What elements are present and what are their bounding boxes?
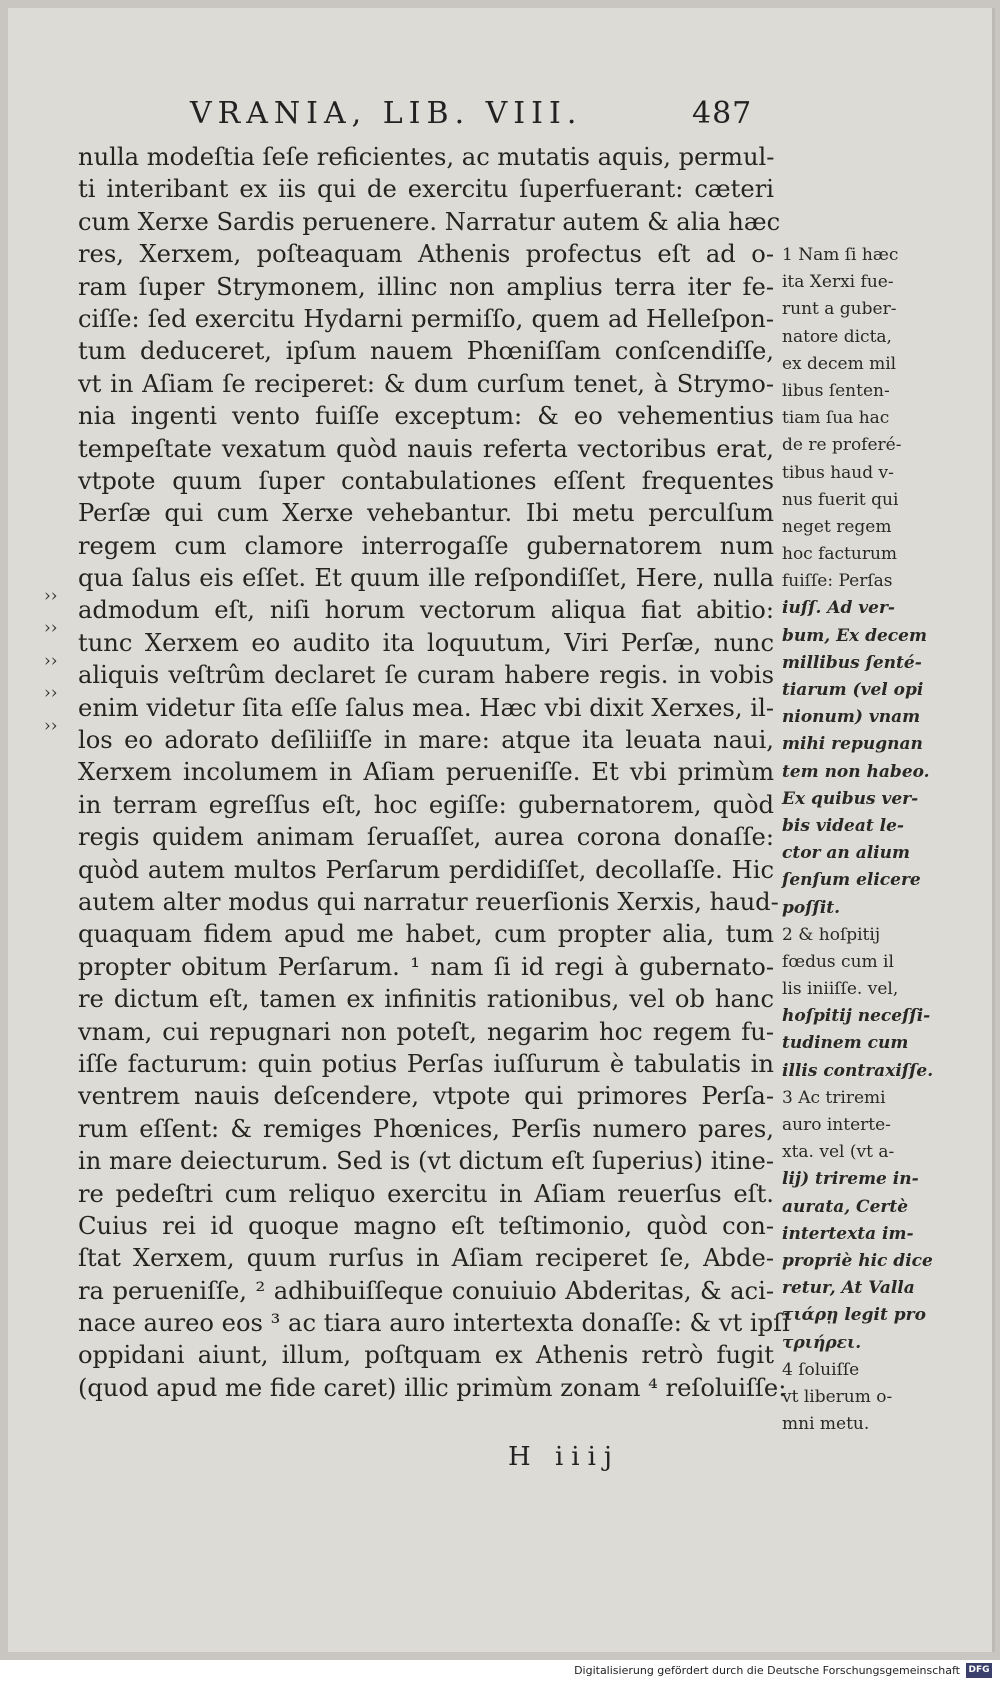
text-line: iſſe facturum: quin potius Perſas iuſſurum è tabulatis in bbox=[78, 1049, 774, 1078]
main-text-block bbox=[78, 141, 790, 1404]
text-line: los eo adorato deſiliiſſe in mare: atque ita leuata naui, bbox=[78, 726, 774, 755]
text-line: Perſæ qui cum Xerxe vehebantur. Ibi metu perculſum bbox=[78, 499, 774, 528]
margin-note-line: natore dicta, bbox=[782, 326, 892, 347]
margin-note-line: mni metu. bbox=[782, 1414, 870, 1435]
margin-note-line: hoſpitij neceſſi- bbox=[782, 1006, 931, 1027]
text-line: ciſſe: ſed exercitu Hydarni permiſſo, quem ad Helleſpon- bbox=[78, 304, 774, 333]
text-line: res, Xerxem, poſteaquam Athenis profectus eſt ad o- bbox=[78, 240, 774, 269]
text-line: tempeſtate vexatum quòd nauis referta vectoribus erat, bbox=[78, 434, 774, 463]
text-line: qua ſalus eis eſſet. Et quum ille reſpondiſſet, Here, nulla bbox=[78, 564, 774, 593]
margin-notes-column bbox=[782, 242, 942, 1438]
text-line: tunc Xerxem eo audito ita loquutum, Viri Perſæ, nunc bbox=[78, 628, 774, 657]
quote-mark: ›› bbox=[44, 618, 58, 639]
text-line: in terram egreſſus eſt, hoc egiſſe: gubernatorem, quòd bbox=[78, 790, 774, 819]
margin-note-line: iuſſ. Ad ver- bbox=[782, 598, 895, 619]
text-line: oppidani aiunt, illum, poſtquam ex Athenis retrò fugit bbox=[78, 1341, 774, 1370]
margin-note-line: intertexta im- bbox=[782, 1223, 914, 1244]
margin-note-line: 2 & hoſpitij bbox=[782, 924, 881, 945]
text-line: in mare deiecturum. Sed is (vt dictum eſt ſuperius) itine- bbox=[78, 1147, 774, 1176]
text-line: (quod apud me fide caret) illic primùm zonam ⁴ reſoluiſſe: bbox=[78, 1373, 787, 1402]
margin-note-line: retur, At Valla bbox=[782, 1278, 915, 1299]
quote-mark: ›› bbox=[44, 586, 58, 606]
text-line: ſtat Xerxem, quum rurſus in Aſiam reciperet ſe, Abde- bbox=[78, 1244, 774, 1273]
text-line: ra perueniſſe, ² adhibuiſſeque conuiuio Abderitas, & aci- bbox=[78, 1276, 774, 1305]
margin-note-line: bis videat le- bbox=[782, 815, 904, 836]
text-line: cum Xerxe Sardis peruenere. Narratur autem & alia hæc bbox=[78, 207, 781, 236]
text-line: aliquis veſtrûm declaret ſe curam habere regis. in vobis bbox=[78, 661, 774, 690]
margin-note-line: de re proferé- bbox=[782, 435, 902, 456]
text-line: regis quidem animam ſeruaſſet, aurea corona donaſſe: bbox=[78, 823, 774, 852]
margin-note-line: vt liberum o- bbox=[782, 1386, 893, 1407]
text-line: nace aureo eos ³ ac tiara auro intertexta donaſſe: & vt ipſi bbox=[78, 1309, 790, 1338]
margin-note-line: τιάρῃ legit pro bbox=[782, 1305, 926, 1326]
margin-note-line: hoc facturum bbox=[782, 544, 898, 565]
margin-note-line: lis iniiſſe. vel, bbox=[782, 979, 899, 1000]
text-line: autem alter modus qui narratur reuerſionis Xerxis, haud- bbox=[78, 887, 779, 916]
margin-note-line: τριήρει. bbox=[782, 1332, 862, 1353]
margin-note-line: mihi repugnan bbox=[782, 734, 923, 755]
margin-note-line: tiarum (vel opi bbox=[782, 680, 924, 700]
text-line: vtpote quum ſuper contabulationes eſſent frequentes bbox=[78, 466, 774, 495]
margin-note bbox=[782, 1085, 942, 1357]
margin-note-line: propriè hic dice bbox=[782, 1250, 933, 1271]
margin-note-line: nionum) vnam bbox=[782, 707, 921, 728]
running-title: VRANIA, LIB. VIII. bbox=[190, 96, 583, 131]
text-line: nulla modeſtia ſeſe reficientes, ac mutatis aquis, permul- bbox=[78, 143, 775, 171]
margin-note-line: 4 ſoluiſſe bbox=[782, 1359, 860, 1380]
margin-note-line: xta. vel (vt a- bbox=[782, 1142, 895, 1163]
text-line: enim videtur ſita eſſe ſalus mea. Hæc vbi dixit Xerxes, il- bbox=[78, 693, 774, 722]
signature-mark: H iiij bbox=[508, 1442, 620, 1472]
margin-note-line: millibus ſenté- bbox=[782, 652, 922, 673]
margin-note-line: ex decem mil bbox=[782, 353, 897, 374]
text-line: re dictum eſt, tamen ex infinitis rationibus, vel ob hanc bbox=[78, 985, 774, 1014]
text-line: nia ingenti vento fuiſſe exceptum: & eo vehementius bbox=[78, 402, 774, 431]
margin-note-line: bum, Ex decem bbox=[782, 625, 927, 646]
margin-note-line: illis contraxiſſe. bbox=[782, 1060, 934, 1081]
quote-marks-column bbox=[44, 580, 58, 742]
margin-note-line: ctor an alium bbox=[782, 843, 910, 864]
margin-note-line: ſenſum elicere bbox=[782, 870, 921, 891]
text-line: ti interibant ex iis qui de exercitu ſuperfuerant: cæteri bbox=[78, 175, 774, 204]
margin-note-line: fœdus cum il bbox=[782, 951, 894, 972]
quote-mark: ›› bbox=[44, 715, 58, 736]
dfg-logo: DFG bbox=[966, 1663, 992, 1678]
text-line: Xerxem incolumem in Aſiam perueniſſe. Et vbi primùm bbox=[78, 758, 774, 787]
margin-note bbox=[782, 242, 942, 922]
margin-note-line: lij) trireme in- bbox=[782, 1169, 919, 1190]
text-line: vt in Aſiam ſe reciperet: & dum curſum tenet, à Strymo- bbox=[78, 369, 774, 398]
margin-note-line: tiam ſua hac bbox=[782, 408, 890, 429]
margin-note-line: ita Xerxi fue- bbox=[782, 272, 894, 293]
margin-note-line: tem non habeo. bbox=[782, 761, 930, 782]
footer-credit: Digitalisierung gefördert durch die Deutsche Forschungsgemeinschaft bbox=[574, 1664, 960, 1677]
text-line: tum deduceret, ipſum nauem Phœniſſam conſcendiſſe, bbox=[78, 337, 774, 366]
text-line: propter obitum Perſarum. ¹ nam ſi id regi à gubernato- bbox=[78, 952, 774, 981]
margin-note bbox=[782, 1357, 942, 1439]
margin-note-line: nus fuerit qui bbox=[782, 489, 899, 510]
margin-note-line: 1 Nam ſi hæc bbox=[782, 245, 899, 265]
text-line: admodum eſt, niſi horum vectorum aliqua fiat abitio: bbox=[78, 596, 774, 625]
margin-note-line: Ex quibus ver- bbox=[782, 788, 919, 809]
page-number: 487 bbox=[692, 96, 753, 131]
text-line: rum eſſent: & remiges Phœnices, Perſis numero pares, bbox=[78, 1114, 774, 1143]
margin-note-line: poſſit. bbox=[782, 897, 841, 918]
text-line: quaquam fidem apud me habet, cum propter alia, tum bbox=[78, 920, 774, 949]
quote-mark: ›› bbox=[44, 683, 58, 704]
margin-note-line: aurata, Certè bbox=[782, 1196, 909, 1217]
text-line: ram ſuper Strymonem, illinc non amplius terra iter fe- bbox=[78, 272, 774, 301]
text-line: re pedeſtri cum reliquo exercitu in Aſiam reuerſus eſt. bbox=[78, 1179, 774, 1208]
text-line: quòd autem multos Perſarum perdidiſſet, decollaſſe. Hic bbox=[78, 855, 774, 884]
margin-note bbox=[782, 922, 942, 1085]
margin-note-line: auro interte- bbox=[782, 1115, 891, 1135]
margin-note-line: 3 Ac triremi bbox=[782, 1087, 886, 1108]
margin-note-line: tudinem cum bbox=[782, 1033, 909, 1054]
text-line: regem cum clamore interrogaſſe gubernatorem num bbox=[78, 531, 774, 560]
margin-note-line: fuiſſe: Perſas bbox=[782, 571, 893, 592]
margin-note-line: neget regem bbox=[782, 516, 892, 537]
text-line: ventrem nauis deſcendere, vtpote qui primores Perſa- bbox=[78, 1082, 774, 1111]
text-line: Cuius rei id quoque magno eſt teſtimonio, quòd con- bbox=[78, 1211, 774, 1240]
margin-note-line: libus ſenten- bbox=[782, 380, 890, 401]
quote-mark: ›› bbox=[44, 650, 58, 671]
margin-note-line: tibus haud v- bbox=[782, 462, 894, 483]
text-line: vnam, cui repugnari non poteſt, negarim hoc regem fu- bbox=[78, 1017, 774, 1046]
margin-note-line: runt a guber- bbox=[782, 299, 897, 320]
digitization-footer bbox=[0, 1660, 1000, 1684]
